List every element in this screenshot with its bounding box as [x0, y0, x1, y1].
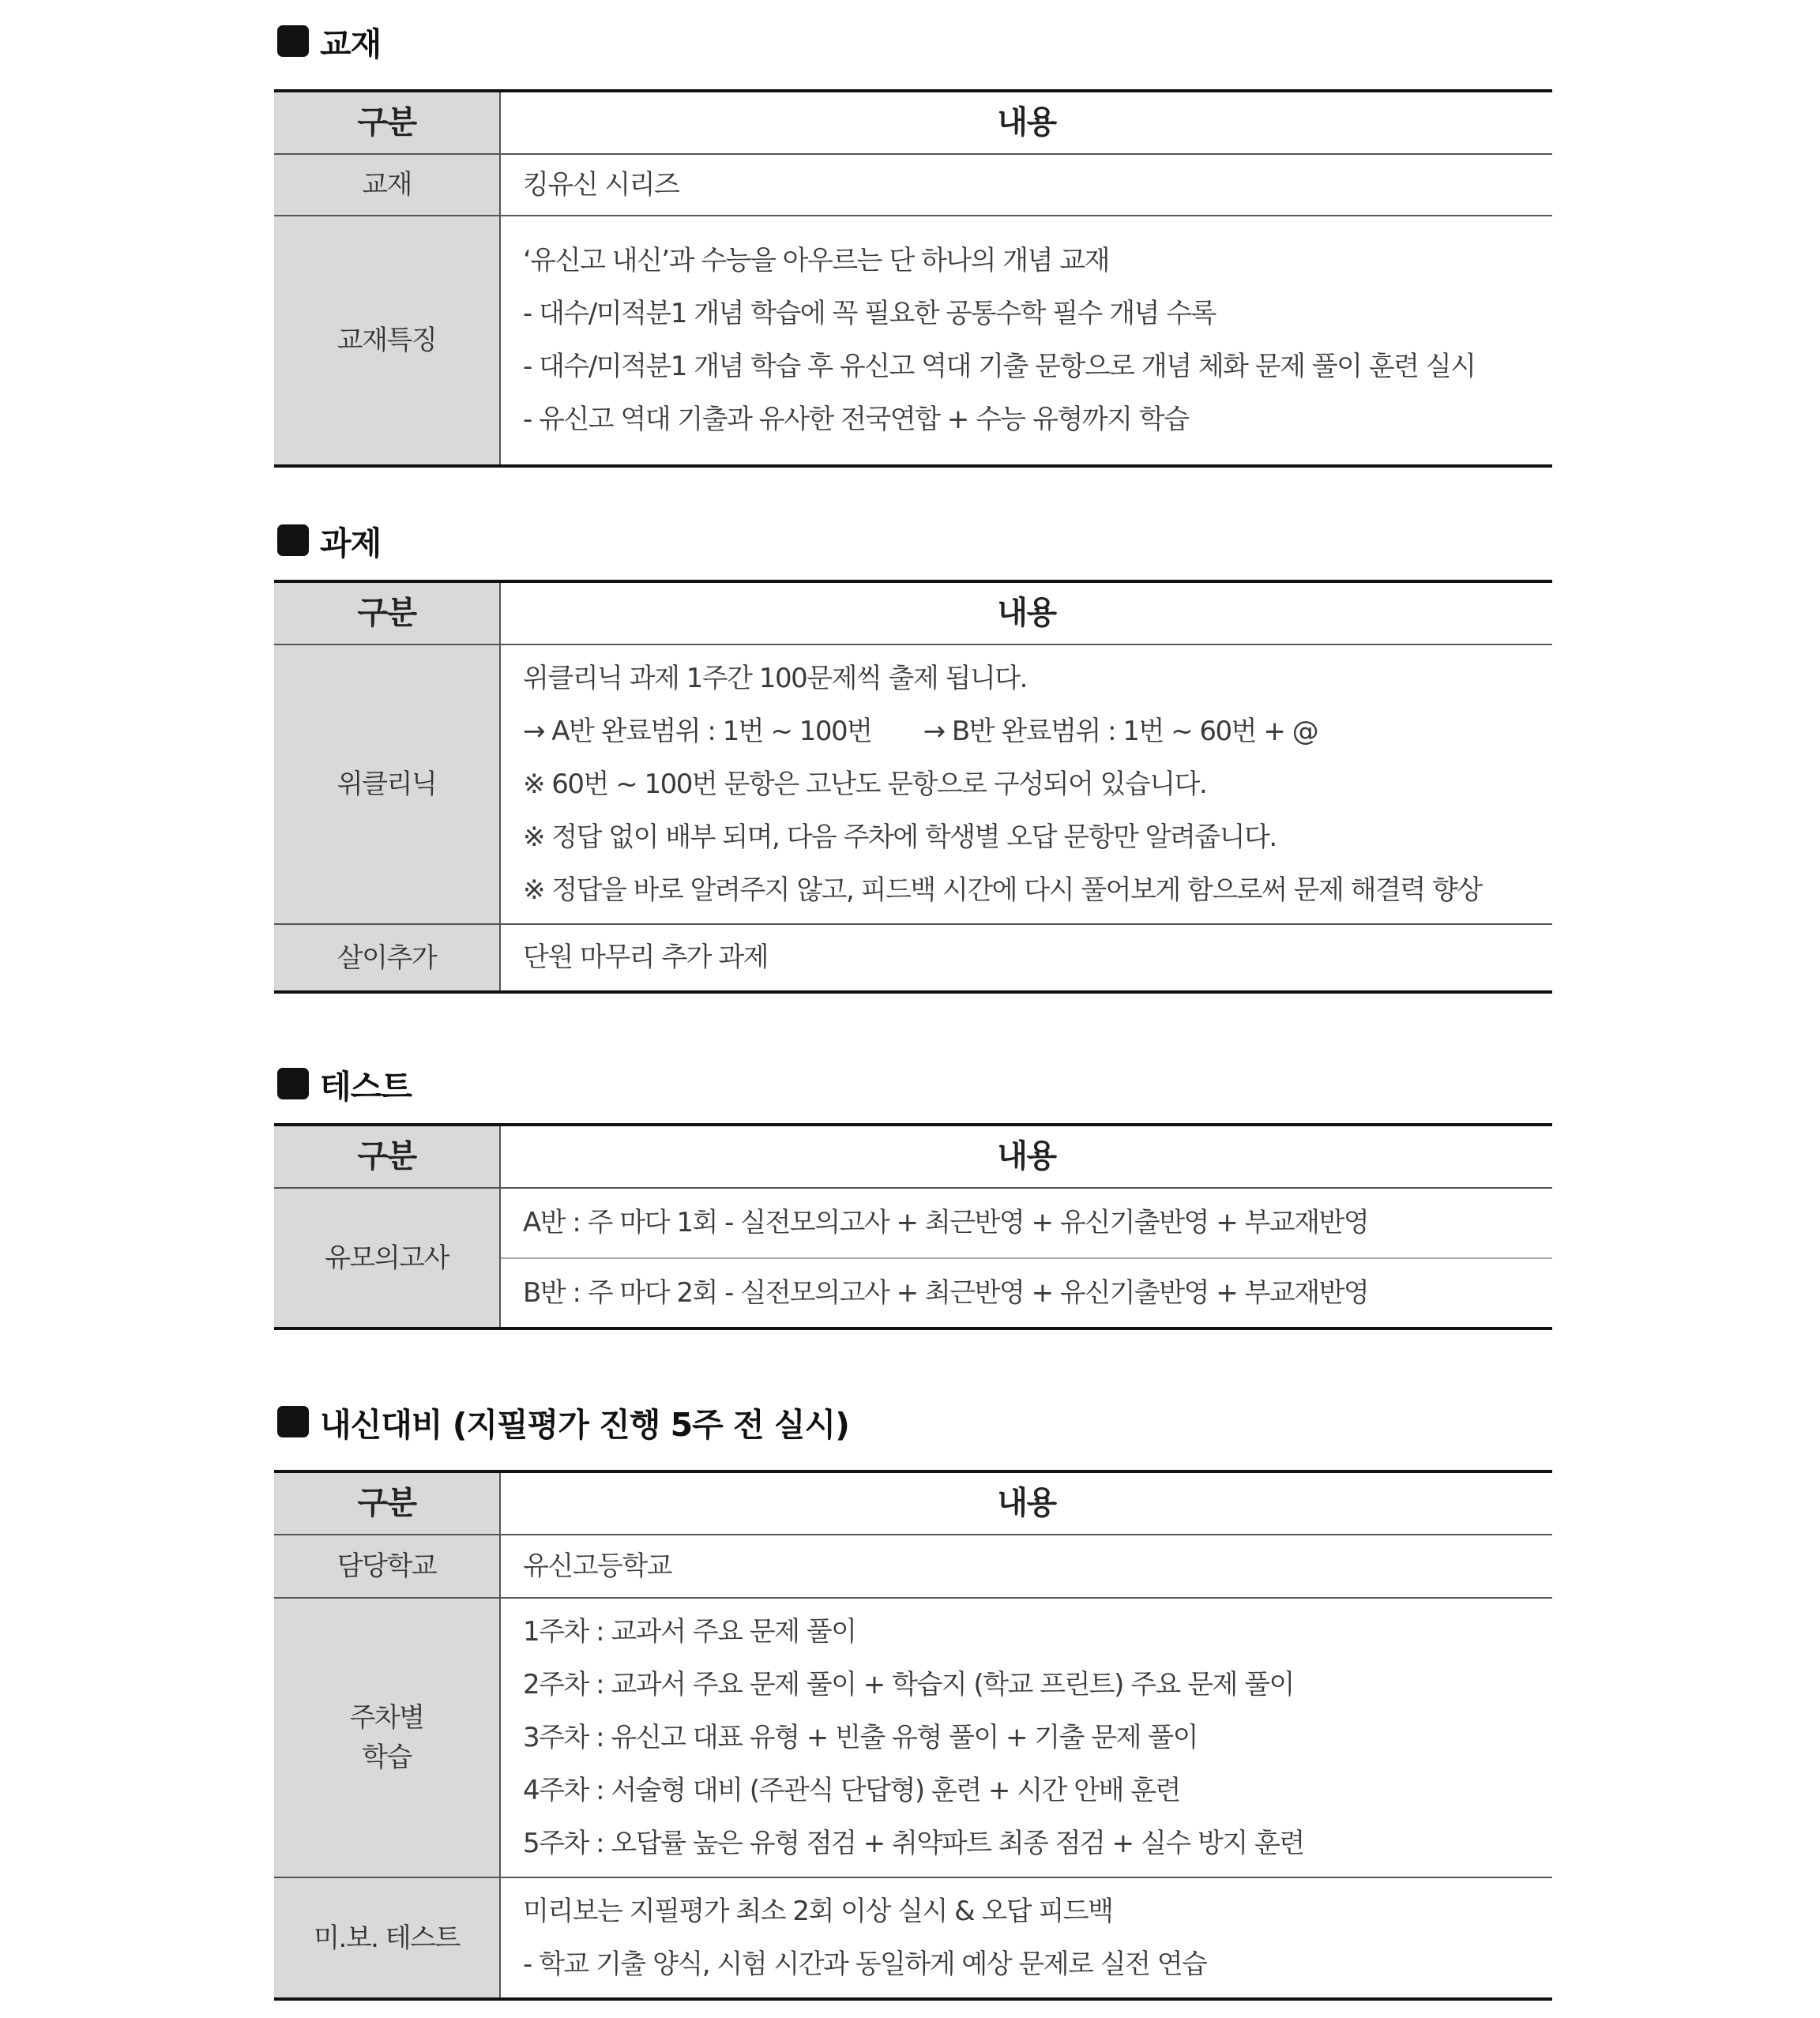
table-row — [274, 1877, 1552, 1999]
row-content — [500, 1598, 1552, 1877]
row-content — [500, 644, 1552, 924]
section-title — [274, 19, 1552, 63]
table-header-row — [274, 1125, 1552, 1188]
content-line: 위클리닉 과제 1주간 100문제씩 출제 됩니다. — [523, 662, 1027, 694]
content-line: A반 : 주 마다 1회 - 실전모의고사 + 최근반영 + 유신기출반영 + 부교재반영 — [523, 1207, 1369, 1238]
row-label: 담당학교 — [274, 1535, 500, 1598]
section-title-text: 과제 — [320, 524, 382, 562]
square-bullet-icon — [277, 1068, 309, 1099]
content-line: 3주차 : 유신고 대표 유형 + 빈출 유형 풀이 + 기출 문제 풀이 — [523, 1721, 1198, 1753]
content-line: 단원 마무리 추가 과제 — [523, 941, 769, 973]
table-row — [274, 1188, 1552, 1258]
content-line: ‘유신고 내신’과 수능을 아우르는 단 하나의 개념 교재 — [523, 245, 1109, 276]
exam-prep-table — [274, 1470, 1552, 2001]
section-assignment — [274, 518, 1552, 994]
content-line: 5주차 : 오답률 높은 유형 점검 + 취약파트 최종 점검 + 실수 방지 훈련 — [523, 1827, 1304, 1859]
row-content — [500, 1188, 1552, 1258]
section-title — [274, 1400, 1552, 1444]
table-row — [274, 154, 1552, 216]
table-row — [274, 924, 1552, 992]
section-title — [274, 518, 1552, 562]
section-textbook — [274, 19, 1552, 468]
header-content: 내용 — [500, 581, 1552, 644]
row-content — [500, 1535, 1552, 1598]
content-line: B반 : 주 마다 2회 - 실전모의고사 + 최근반영 + 유신기출반영 + 부교재반영 — [523, 1276, 1369, 1309]
content-line: → A반 완료범위 : 1번 ~ 100번 → B반 완료범위 : 1번 ~ 60번 + @ — [523, 715, 1318, 747]
header-category: 구분 — [274, 1471, 500, 1535]
header-category: 구분 — [274, 91, 500, 154]
table-header-row — [274, 91, 1552, 154]
header-content: 내용 — [500, 1125, 1552, 1188]
section-exam-prep — [274, 1400, 1552, 2001]
row-content — [500, 1877, 1552, 1999]
header-content: 내용 — [500, 91, 1552, 154]
section-title-text: 교재 — [320, 24, 382, 63]
header-category: 구분 — [274, 581, 500, 644]
table-row — [274, 1535, 1552, 1598]
section-title — [274, 1062, 1552, 1106]
content-line: ※ 60번 ~ 100번 문항은 고난도 문항으로 구성되어 있습니다. — [523, 768, 1207, 800]
row-content — [500, 1258, 1552, 1328]
content-line: 4주차 : 서술형 대비 (주관식 단답형) 훈련 + 시간 안배 훈련 — [523, 1774, 1180, 1806]
row-content — [500, 216, 1552, 466]
table-header-row — [274, 581, 1552, 644]
content-line: - 대수/미적분1 개념 학습에 꼭 필요한 공통수학 필수 개념 수록 — [523, 298, 1216, 329]
row-label: 교재 — [274, 154, 500, 216]
header-content: 내용 — [500, 1471, 1552, 1535]
square-bullet-icon — [277, 25, 309, 57]
row-label: 살이추가 — [274, 924, 500, 992]
content-line: 킹유신 시리즈 — [523, 168, 679, 201]
square-bullet-icon — [277, 524, 309, 556]
table-row — [274, 216, 1552, 466]
row-content — [500, 154, 1552, 216]
row-label: 미.보. 테스트 — [274, 1877, 500, 1999]
textbook-table — [274, 89, 1552, 468]
table-row — [274, 644, 1552, 924]
section-title-text: 내신대비 (지필평가 진행 5주 전 실시) — [320, 1405, 849, 1444]
content-line: ※ 정답 없이 배부 되며, 다음 주차에 학생별 오답 문항만 알려줍니다. — [523, 821, 1277, 853]
content-line: 1주차 : 교과서 주요 문제 풀이 — [523, 1615, 856, 1648]
table-row — [274, 1598, 1552, 1877]
section-title-text: 테스트 — [320, 1067, 412, 1106]
row-label: 위클리닉 — [274, 644, 500, 924]
content-line: 미리보는 지필평가 최소 2회 이상 실시 & 오답 피드백 — [523, 1895, 1113, 1927]
row-label: 주차별 학습 — [274, 1598, 500, 1877]
row-label: 교재특징 — [274, 216, 500, 466]
square-bullet-icon — [277, 1406, 309, 1437]
content-line: - 학교 기출 양식, 시험 시간과 동일하게 예상 문제로 실전 연습 — [523, 1948, 1207, 1980]
content-line: - 유신고 역대 기출과 유사한 전국연합 + 수능 유형까지 학습 — [523, 404, 1189, 435]
table-header-row — [274, 1471, 1552, 1535]
section-test — [274, 1062, 1552, 1330]
header-category: 구분 — [274, 1125, 500, 1188]
row-content — [500, 924, 1552, 992]
content-line: ※ 정답을 바로 알려주지 않고, 피드백 시간에 다시 풀어보게 함으로써 문제 해결력 향상 — [523, 874, 1482, 906]
content-line: - 대수/미적분1 개념 학습 후 유신고 역대 기출 문항으로 개념 체화 문제 풀이 훈련 실시 — [523, 351, 1476, 382]
test-table — [274, 1123, 1552, 1330]
content-line: 2주차 : 교과서 주요 문제 풀이 + 학습지 (학교 프린트) 주요 문제 풀이 — [523, 1668, 1294, 1700]
row-label: 유모의고사 — [274, 1188, 500, 1328]
content-line: 유신고등학교 — [523, 1550, 672, 1582]
assignment-table — [274, 580, 1552, 994]
